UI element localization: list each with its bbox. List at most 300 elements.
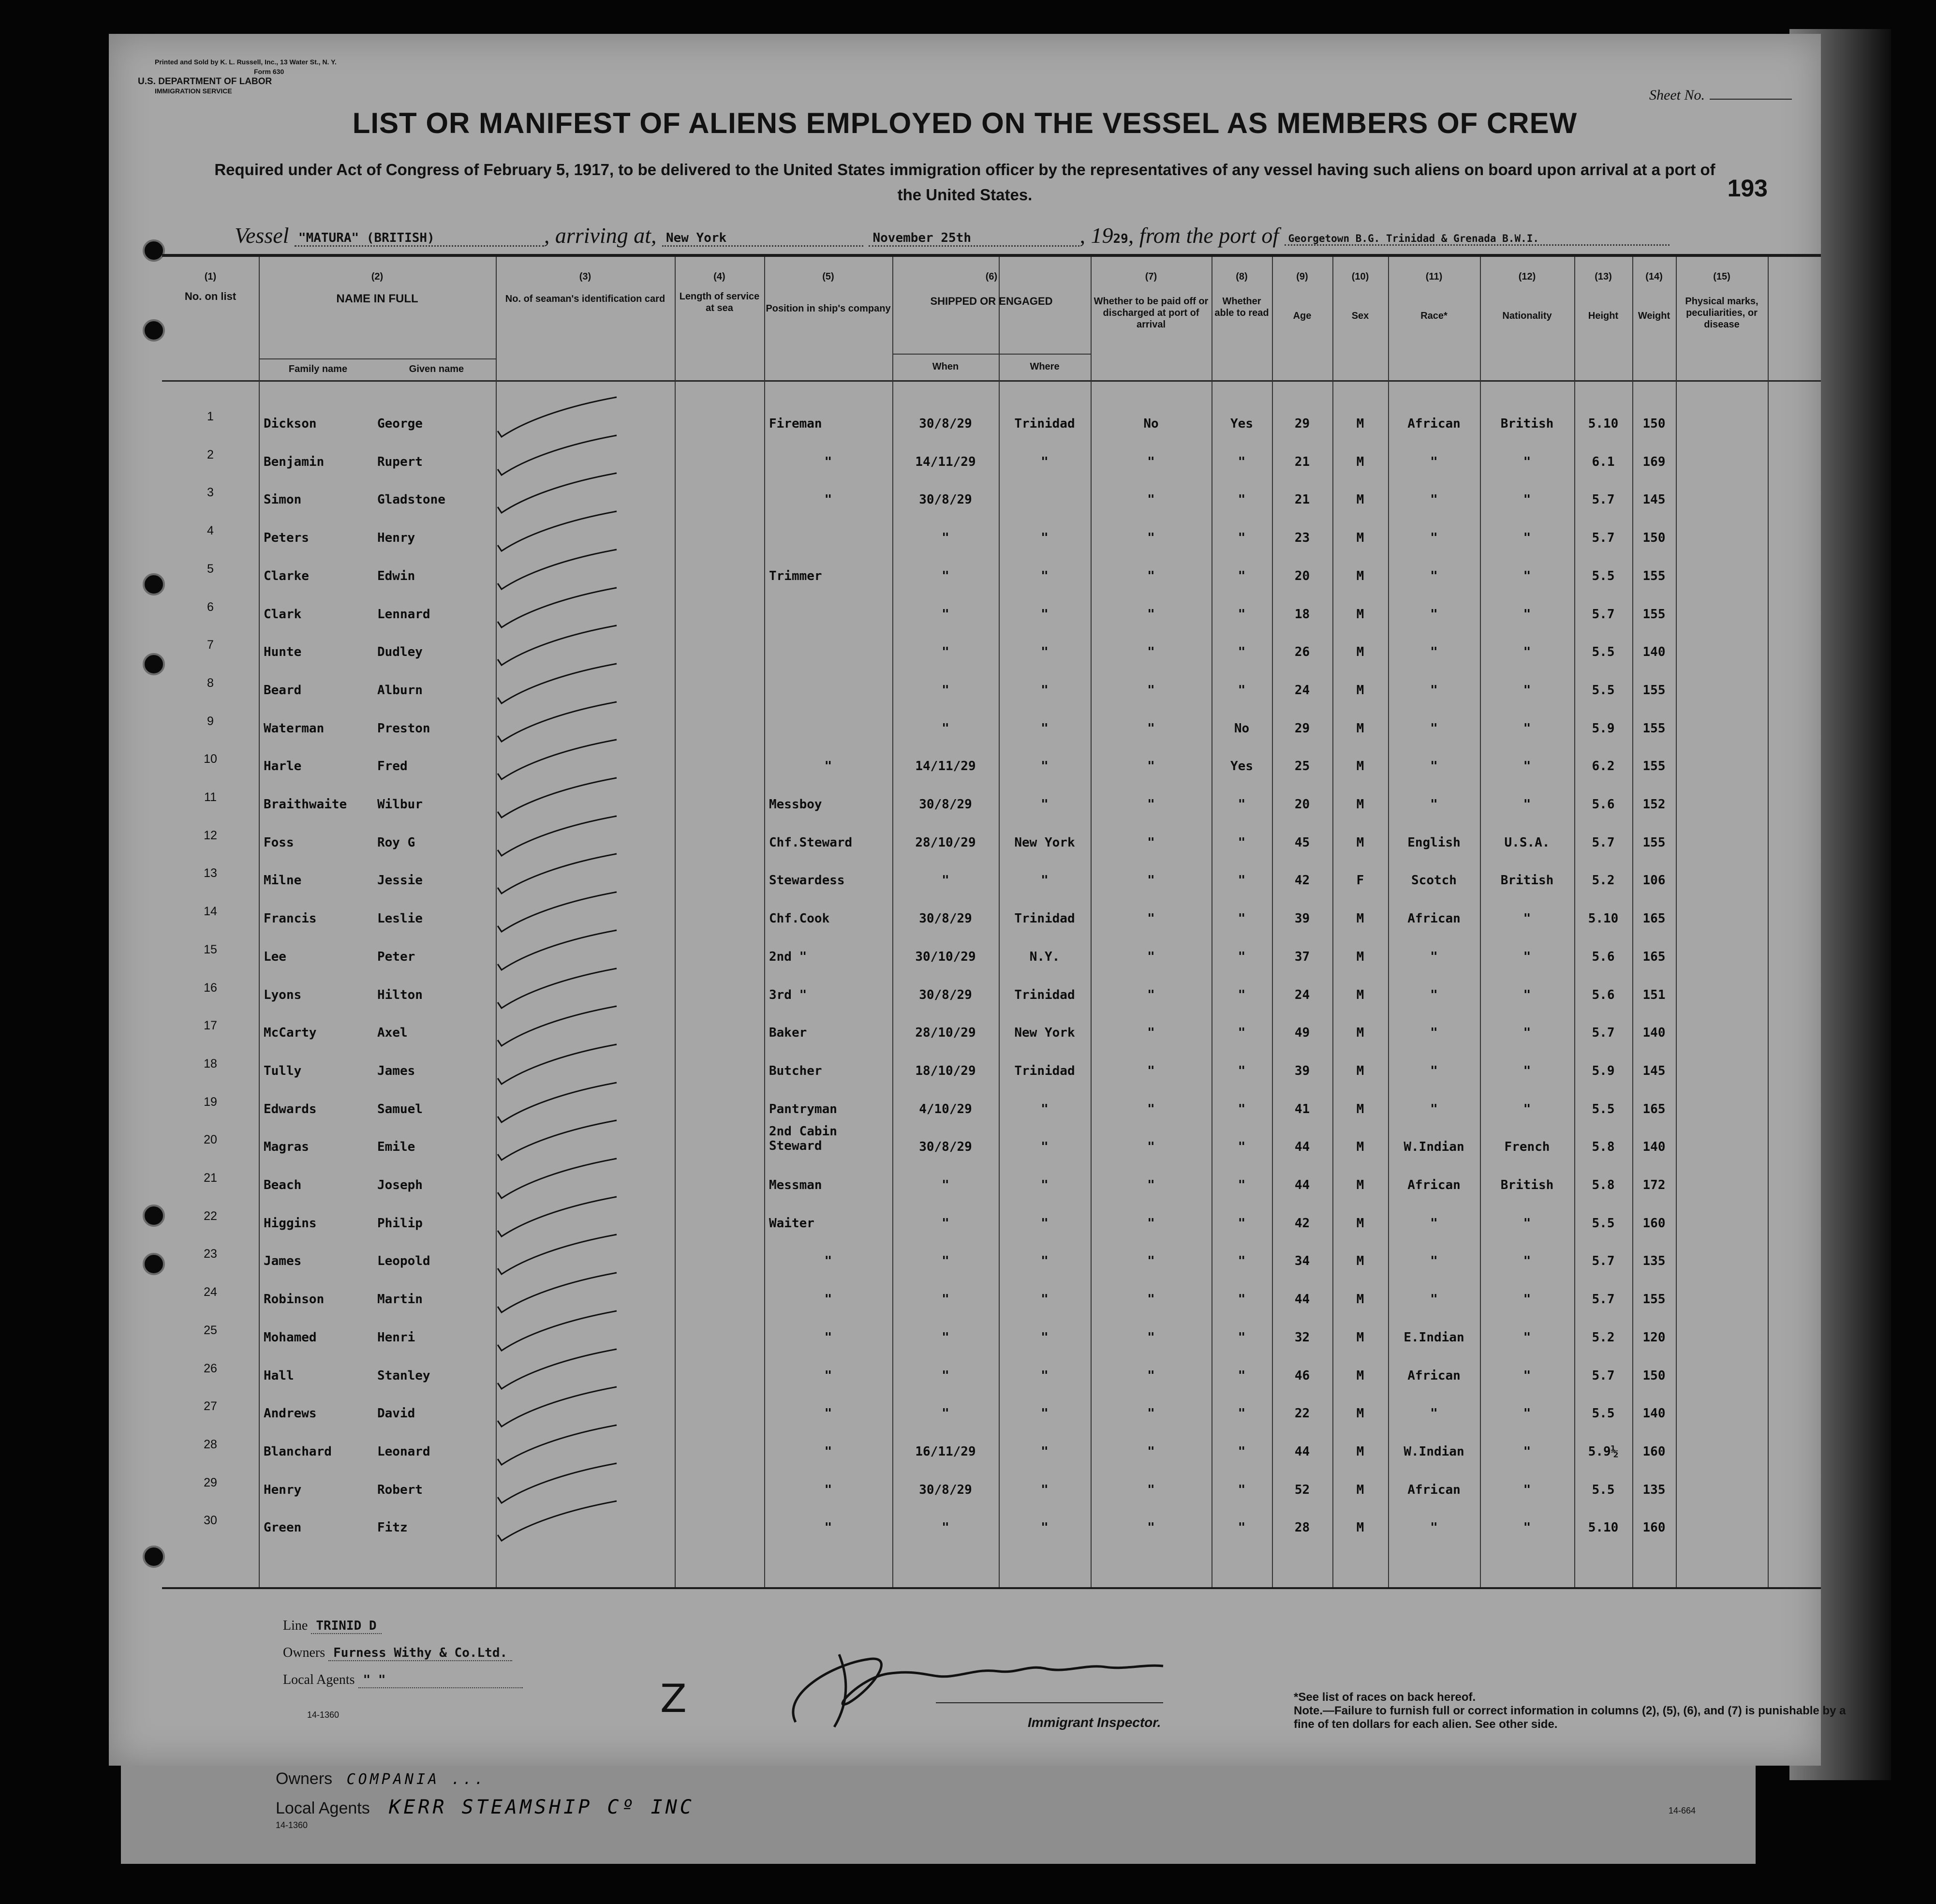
cell-position: ": [824, 1482, 832, 1497]
race-note: *See list of races on back hereof.: [1294, 1691, 1476, 1704]
cell-race: ": [1430, 721, 1438, 736]
cell-where: ": [1041, 1406, 1049, 1421]
table-row: [162, 1437, 1821, 1483]
cell-family: Edwards: [264, 1101, 317, 1116]
cell-given: Dudley: [377, 645, 423, 660]
cell-height: 5.7: [1592, 1368, 1615, 1383]
cell-height: 5.7: [1592, 1254, 1615, 1269]
under-form-code: 14-1360: [276, 1820, 308, 1830]
cell-given: George: [377, 416, 423, 431]
cell-given: Axel: [377, 1026, 408, 1041]
cell-sex: M: [1356, 1292, 1364, 1307]
cell-read: ": [1238, 949, 1246, 964]
cell-when: 30/8/29: [919, 797, 972, 812]
cell-sex: M: [1356, 1101, 1364, 1116]
table-row: [162, 1247, 1821, 1293]
cell-weight: 155: [1642, 759, 1666, 774]
row-number: 1: [207, 410, 214, 423]
cell-race: ": [1430, 949, 1438, 964]
cell-read: ": [1238, 645, 1246, 660]
header-sex: Sex: [1351, 311, 1369, 321]
cell-position: Stewardess: [769, 873, 845, 888]
cell-read: ": [1238, 1178, 1246, 1192]
cell-weight: 145: [1642, 492, 1666, 507]
cell-age: 42: [1294, 873, 1310, 888]
cell-height: 5.5: [1592, 1101, 1615, 1116]
cell-where: ": [1041, 1216, 1049, 1231]
cell-weight: 155: [1642, 835, 1666, 850]
header-weight: Weight: [1638, 311, 1670, 321]
cell-age: 39: [1294, 911, 1310, 926]
cell-race: ": [1430, 607, 1438, 622]
cell-age: 29: [1294, 416, 1310, 431]
cell-family: Peters: [264, 531, 309, 546]
cell-height: 5.5: [1592, 645, 1615, 660]
cell-given: Alburn: [377, 683, 423, 698]
cell-weight: 155: [1642, 721, 1666, 736]
cell-nationality: ": [1523, 683, 1531, 698]
cell-nationality: ": [1523, 949, 1531, 964]
cell-position: ": [824, 759, 832, 774]
cell-family: Simon: [264, 492, 302, 507]
cell-paid: ": [1147, 531, 1155, 546]
cell-age: 44: [1294, 1140, 1310, 1155]
cell-where: ": [1041, 531, 1049, 546]
cell-nationality: British: [1500, 416, 1554, 431]
cell-where: ": [1041, 454, 1049, 469]
cell-sex: M: [1356, 949, 1364, 964]
cell-height: 5.7: [1592, 607, 1615, 622]
cell-where: ": [1041, 1520, 1049, 1535]
cell-nationality: ": [1523, 568, 1531, 583]
cell-position: Messboy: [769, 797, 822, 812]
cell-age: 41: [1294, 1101, 1310, 1116]
row-number: 12: [204, 828, 217, 842]
table-row: [162, 1285, 1821, 1331]
cell-given: Roy G: [377, 835, 415, 850]
cell-race: English: [1407, 835, 1461, 850]
cell-height: 5.10: [1588, 1520, 1619, 1535]
cell-sex: M: [1356, 607, 1364, 622]
cell-height: 5.9½: [1588, 1444, 1619, 1459]
cell-family: Milne: [264, 873, 302, 888]
cell-paid: ": [1147, 1292, 1155, 1307]
cell-when: ": [942, 1330, 949, 1345]
cell-age: 21: [1294, 492, 1310, 507]
cell-read: ": [1238, 1140, 1246, 1155]
column-number: (8): [1236, 271, 1248, 282]
row-number: 3: [207, 486, 214, 500]
cell-height: 5.2: [1592, 873, 1615, 888]
cell-when: ": [942, 531, 949, 546]
table-row: [162, 1323, 1821, 1369]
cell-read: ": [1238, 1444, 1246, 1459]
id-card-check-stroke: [496, 1287, 621, 1316]
footer-notes: [1294, 1691, 1850, 1731]
cell-height: 5.10: [1588, 416, 1619, 431]
table-row: [162, 600, 1821, 646]
cell-sex: M: [1356, 568, 1364, 583]
column-number: (14): [1645, 271, 1663, 282]
cell-nationality: ": [1523, 1254, 1531, 1269]
cell-given: Martin: [377, 1292, 423, 1307]
cell-when: 30/8/29: [919, 492, 972, 507]
cell-where: ": [1041, 1444, 1049, 1459]
cell-paid: ": [1147, 568, 1155, 583]
column-number: (10): [1351, 271, 1369, 282]
cell-paid: ": [1147, 492, 1155, 507]
id-card-check-stroke: [496, 678, 621, 707]
table-row: [162, 562, 1821, 608]
row-number: 14: [204, 905, 217, 919]
cell-height: 5.5: [1592, 683, 1615, 698]
header-age: Age: [1293, 311, 1312, 321]
table-row: [162, 638, 1821, 684]
cell-given: Rupert: [377, 454, 423, 469]
cell-where: ": [1041, 1482, 1049, 1497]
cell-family: Foss: [264, 835, 294, 850]
cell-age: 29: [1294, 721, 1310, 736]
table-row: [162, 1514, 1821, 1559]
cell-race: ": [1430, 1216, 1438, 1231]
header-race: Race*: [1420, 311, 1448, 321]
cell-when: ": [942, 1292, 949, 1307]
header-shipped-engaged: SHIPPED OR ENGAGED: [930, 295, 1053, 307]
cell-paid: ": [1147, 1368, 1155, 1383]
owners-value: Furness Withy & Co.Ltd.: [328, 1646, 512, 1661]
arrival-year: 29: [1113, 232, 1128, 246]
department-label: U.S. DEPARTMENT OF LABOR: [138, 76, 272, 87]
crew-manifest-table: [162, 254, 1821, 1589]
row-number: 18: [204, 1056, 217, 1071]
row-number: 8: [207, 676, 214, 690]
table-row: [162, 1209, 1821, 1255]
cell-family: Benjamin: [264, 454, 325, 469]
cell-weight: 165: [1642, 911, 1666, 926]
cell-when: 14/11/29: [915, 759, 976, 774]
cell-read: ": [1238, 835, 1246, 850]
cell-nationality: U.S.A.: [1504, 835, 1550, 850]
column-number: (6): [985, 271, 998, 282]
header-height: Height: [1588, 311, 1619, 321]
header-separator: [162, 380, 1821, 382]
cell-paid: ": [1147, 1063, 1155, 1078]
table-row: [162, 410, 1821, 455]
table-row: [162, 942, 1821, 988]
cell-position: ": [824, 1406, 832, 1421]
cell-race: ": [1430, 759, 1438, 774]
page-subtitle: Required under Act of Congress of February 5, 1917, to be delivered to the United States immigration officer by the representatives of any vessel having such aliens on board upon arrival at a port of the United States.: [214, 161, 1715, 204]
id-card-check-stroke: [496, 1021, 621, 1050]
cell-sex: M: [1356, 1444, 1364, 1459]
cell-sex: M: [1356, 1216, 1364, 1231]
cell-age: 18: [1294, 607, 1310, 622]
cell-height: 5.7: [1592, 1026, 1615, 1041]
cell-where: ": [1041, 1140, 1049, 1155]
cell-given: Emile: [377, 1140, 415, 1155]
inspector-label: Immigrant Inspector.: [1028, 1715, 1161, 1730]
service-label: IMMIGRATION SERVICE: [155, 87, 232, 95]
cell-sex: M: [1356, 1254, 1364, 1269]
id-card-check-stroke: [496, 792, 621, 821]
cell-read: ": [1238, 607, 1246, 622]
cell-family: Tully: [264, 1063, 302, 1078]
cell-age: 28: [1294, 1520, 1310, 1535]
cell-sex: M: [1356, 1140, 1364, 1155]
table-row: [162, 790, 1821, 836]
cell-paid: ": [1147, 1140, 1155, 1155]
table-row: [162, 676, 1821, 722]
cell-when: ": [942, 683, 949, 698]
cell-position: Butcher: [769, 1063, 822, 1078]
cell-given: Edwin: [377, 568, 415, 583]
cell-family: Higgins: [264, 1216, 317, 1231]
cell-where: ": [1041, 1292, 1049, 1307]
cell-age: 20: [1294, 797, 1310, 812]
cell-paid: ": [1147, 1101, 1155, 1116]
cell-position: 2nd ": [769, 949, 807, 964]
row-number: 15: [204, 942, 217, 956]
cell-paid: ": [1147, 1216, 1155, 1231]
id-card-check-stroke: [496, 1173, 621, 1202]
cell-read: ": [1238, 1406, 1246, 1421]
id-card-check-stroke: [496, 1478, 621, 1507]
cell-family: Blanchard: [264, 1444, 332, 1459]
under-form-code-right: 14-664: [1669, 1806, 1696, 1815]
owners-label: Owners: [283, 1645, 325, 1660]
cell-given: Leopold: [377, 1254, 430, 1269]
cell-age: 44: [1294, 1292, 1310, 1307]
cell-position: Chf.Steward: [769, 835, 853, 850]
row-number: 7: [207, 638, 214, 652]
cell-read: ": [1238, 1101, 1246, 1116]
cell-race: ": [1430, 492, 1438, 507]
cell-sex: M: [1356, 835, 1364, 850]
cell-age: 20: [1294, 568, 1310, 583]
manifest-page: [109, 34, 1846, 1766]
cell-race: ": [1430, 683, 1438, 698]
cell-age: 23: [1294, 531, 1310, 546]
cell-family: Magras: [264, 1140, 309, 1155]
printer-note: Printed and Sold by K. L. Russell, Inc., 13 Water St., N. Y.: [155, 58, 337, 66]
row-number: 26: [204, 1361, 217, 1375]
header-length-service: Length of service at sea: [679, 291, 760, 313]
cell-read: ": [1238, 1482, 1246, 1497]
cell-race: E.Indian: [1404, 1330, 1464, 1345]
cell-given: Gladstone: [377, 492, 445, 507]
cell-paid: ": [1147, 721, 1155, 736]
cell-where: ": [1041, 645, 1049, 660]
cell-position: Baker: [769, 1026, 807, 1041]
form-number: Form 630: [254, 68, 284, 75]
cell-given: Leslie: [377, 911, 423, 926]
cell-race: ": [1430, 987, 1438, 1002]
cell-given: Robert: [377, 1482, 423, 1497]
arrival-port: New York: [662, 231, 863, 247]
cell-height: 5.9: [1592, 1063, 1615, 1078]
id-card-check-stroke: [496, 526, 621, 555]
cell-when: 16/11/29: [915, 1444, 976, 1459]
cell-read: ": [1238, 568, 1246, 583]
cell-age: 49: [1294, 1026, 1310, 1041]
cell-given: Preston: [377, 721, 430, 736]
cell-nationality: ": [1523, 1292, 1531, 1307]
table-row: [162, 714, 1821, 760]
cell-height: 5.7: [1592, 531, 1615, 546]
cell-sex: M: [1356, 759, 1364, 774]
cell-race: ": [1430, 1026, 1438, 1041]
table-row: [162, 524, 1821, 569]
cell-read: ": [1238, 1063, 1246, 1078]
cell-nationality: ": [1523, 454, 1531, 469]
cell-when: 30/8/29: [919, 911, 972, 926]
cell-position: Fireman: [769, 416, 822, 431]
cell-weight: 145: [1642, 1063, 1666, 1078]
cell-paid: ": [1147, 645, 1155, 660]
cell-weight: 165: [1642, 1101, 1666, 1116]
id-card-check-stroke: [496, 716, 621, 745]
id-card-check-stroke: [496, 1516, 621, 1545]
cell-family: Lee: [264, 949, 286, 964]
cell-nationality: ": [1523, 531, 1531, 546]
cell-sex: M: [1356, 531, 1364, 546]
cell-family: Beard: [264, 683, 302, 698]
header-nationality: Nationality: [1502, 311, 1552, 321]
cell-weight: 155: [1642, 607, 1666, 622]
table-row: [162, 1124, 1821, 1178]
cell-sex: M: [1356, 454, 1364, 469]
cell-when: ": [942, 1216, 949, 1231]
header-position: Position in ship's company: [766, 303, 891, 314]
penalty-note: Note.—Failure to furnish full or correct information in columns (2), (5), (6), and (7) is punishable by a fine of ten dollars for each alien. See other side.: [1294, 1704, 1846, 1731]
cell-race: African: [1407, 1178, 1461, 1192]
cell-weight: 140: [1642, 1026, 1666, 1041]
cell-height: 5.6: [1592, 949, 1615, 964]
subheader-rule: [259, 358, 496, 359]
cell-paid: No: [1143, 416, 1159, 431]
cell-sex: M: [1356, 1368, 1364, 1383]
cell-weight: 106: [1642, 873, 1666, 888]
row-number: 9: [207, 714, 214, 728]
cell-read: ": [1238, 1368, 1246, 1383]
cell-family: James: [264, 1254, 302, 1269]
cell-read: ": [1238, 1254, 1246, 1269]
column-number: (15): [1713, 271, 1730, 282]
cell-nationality: ": [1523, 607, 1531, 622]
cell-paid: ": [1147, 797, 1155, 812]
cell-nationality: ": [1523, 645, 1531, 660]
header-name-in-full: NAME IN FULL: [336, 292, 418, 305]
cell-sex: M: [1356, 1520, 1364, 1535]
cell-nationality: French: [1504, 1140, 1550, 1155]
cell-where: ": [1041, 1101, 1049, 1116]
cell-family: Mohamed: [264, 1330, 317, 1345]
row-number: 28: [204, 1437, 217, 1451]
id-card-check-stroke: [496, 640, 621, 669]
cell-read: ": [1238, 1292, 1246, 1307]
cell-nationality: ": [1523, 797, 1531, 812]
cell-where: ": [1041, 721, 1049, 736]
cell-read: ": [1238, 911, 1246, 926]
cell-where: ": [1041, 873, 1049, 888]
header-able-read: Whether able to read: [1214, 296, 1269, 318]
cell-nationality: British: [1500, 1178, 1554, 1192]
cell-sex: M: [1356, 492, 1364, 507]
cell-position: ": [824, 1254, 832, 1269]
cell-given: Fred: [377, 759, 408, 774]
cell-weight: 152: [1642, 797, 1666, 812]
line-label: Line: [283, 1618, 308, 1633]
subheader-rule: [892, 354, 1091, 355]
cell-sex: M: [1356, 797, 1364, 812]
cell-read: ": [1238, 987, 1246, 1002]
cell-paid: ": [1147, 1330, 1155, 1345]
header-physical: Physical marks, peculiarities, or disease: [1685, 296, 1759, 330]
cell-given: Henri: [377, 1330, 415, 1345]
cell-height: 6.2: [1592, 759, 1615, 774]
id-card-check-stroke: [496, 488, 621, 517]
cell-weight: 155: [1642, 683, 1666, 698]
cell-when: ": [942, 1520, 949, 1535]
cell-paid: ": [1147, 607, 1155, 622]
cell-family: Dickson: [264, 416, 317, 431]
cell-where: N.Y.: [1029, 949, 1060, 964]
cell-nationality: ": [1523, 1482, 1531, 1497]
cell-sex: M: [1356, 987, 1364, 1002]
cell-nationality: ": [1523, 911, 1531, 926]
cell-when: 30/8/29: [919, 987, 972, 1002]
cell-age: 26: [1294, 645, 1310, 660]
cell-race: Scotch: [1411, 873, 1457, 888]
table-row: [162, 866, 1821, 912]
cell-race: African: [1407, 1368, 1461, 1383]
under-owners-value: COMPANIA ...: [346, 1771, 487, 1788]
cell-position: ": [824, 1444, 832, 1459]
cell-given: David: [377, 1406, 415, 1421]
cell-where: New York: [1014, 835, 1075, 850]
cell-given: Jessie: [377, 873, 423, 888]
column-number: (11): [1425, 271, 1443, 282]
cell-read: Yes: [1230, 759, 1253, 774]
page-number: 193: [1727, 175, 1768, 202]
cell-race: ": [1430, 1406, 1438, 1421]
cell-position: 3rd ": [769, 987, 807, 1002]
cell-sex: M: [1356, 1406, 1364, 1421]
column-number: (3): [579, 271, 591, 282]
cell-sex: M: [1356, 1482, 1364, 1497]
cell-weight: 150: [1642, 531, 1666, 546]
cell-where: Trinidad: [1014, 1063, 1075, 1078]
cell-when: ": [942, 645, 949, 660]
cell-where: Trinidad: [1014, 911, 1075, 926]
cell-nationality: British: [1500, 873, 1554, 888]
row-number: 29: [204, 1475, 217, 1489]
row-number: 21: [204, 1171, 217, 1185]
cell-position: Chf.Cook: [769, 911, 830, 926]
row-number: 2: [207, 447, 214, 461]
id-card-check-stroke: [496, 945, 621, 974]
cell-when: ": [942, 1406, 949, 1421]
cell-family: Beach: [264, 1178, 302, 1192]
header-given-name: Given name: [409, 364, 464, 374]
cell-position: Pantryman: [769, 1101, 837, 1116]
cell-when: ": [942, 568, 949, 583]
row-number: 30: [204, 1514, 217, 1528]
cell-nationality: ": [1523, 1330, 1531, 1345]
cell-when: ": [942, 873, 949, 888]
cell-where: ": [1041, 797, 1049, 812]
cell-weight: 140: [1642, 1406, 1666, 1421]
